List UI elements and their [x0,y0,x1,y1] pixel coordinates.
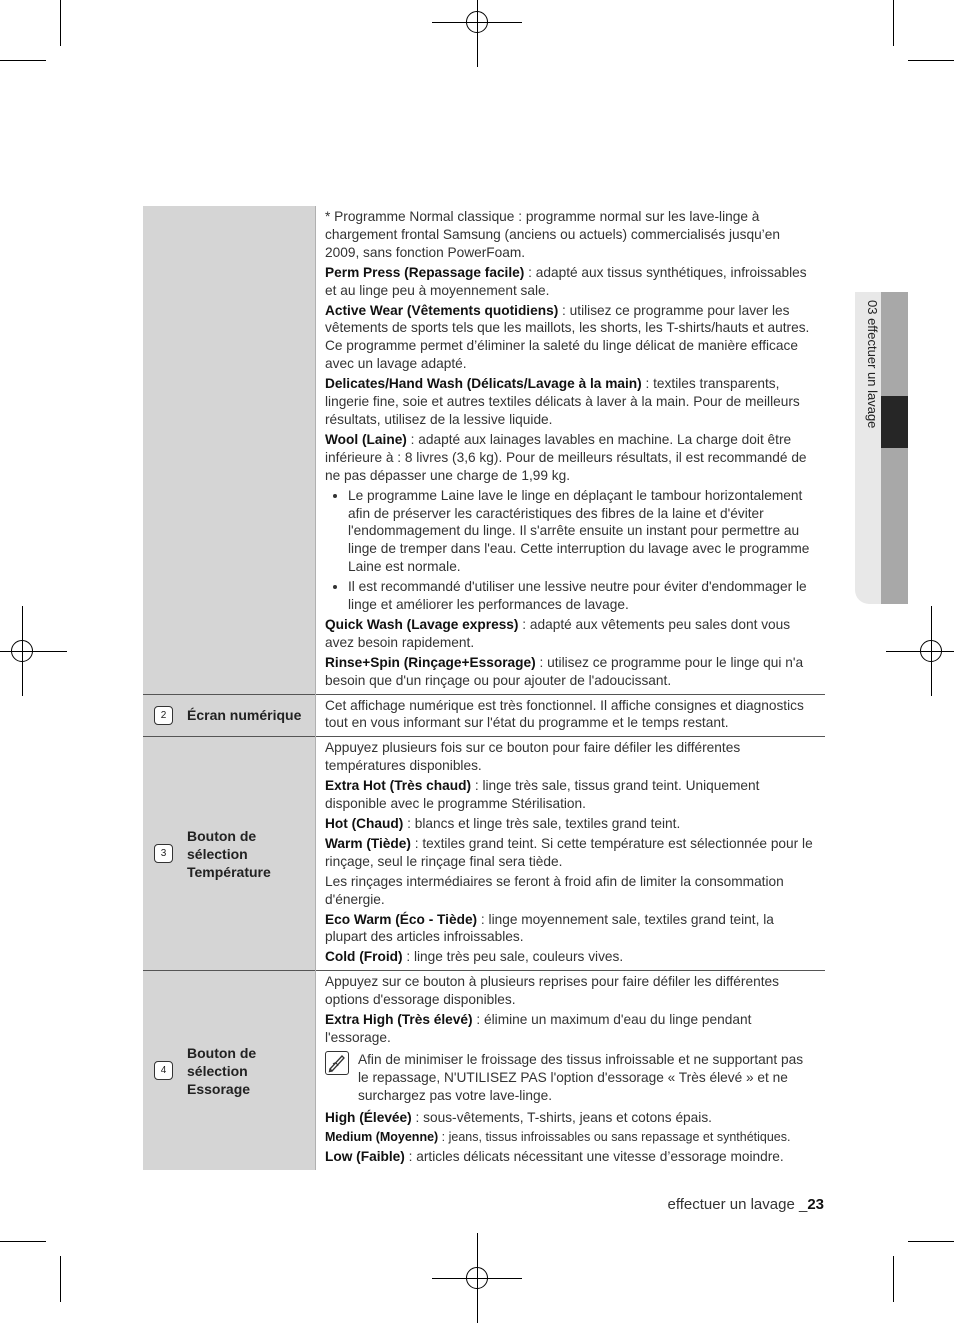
table-row [143,971,825,1171]
program-perm-press: Perm Press (Repassage facile) : adapté aux tissus synthétiques, infroissables et au linge peu à moyennement sale. [325,264,807,298]
temp-eco-warm: Eco Warm (Éco - Tiède) : linge moyennement sale, textiles grand teint, la plupart des articles infroissables. [325,911,774,945]
list-item: • Il est recommandé d'utiliser une lessive neutre pour éviter d'endommager le linge et améliorer les performances de lavage. [348,578,813,614]
table-row [143,737,825,971]
wool-bullet-list [325,487,813,614]
crop-mark [0,1241,46,1242]
registration-mark [886,606,954,696]
temp-rinse-note: Les rinçages intermédiaires se feront à froid afin de limiter la consommation d'énergie. [325,873,784,907]
temp-hot: Hot (Chaud) : blancs et linge très sale, textiles grand teint. [325,816,681,831]
list-item: • Le programme Laine lave le linge en déplaçant le tambour horizontalement afin de préserver les caractéristiques des fibres de la laine et d'éviter l'endommagement du linge. Il s'arrête ensuite un instant pour permettre au linge de tremper dans l'eau. Cette interruption du lavage avec le programme Laine est normale. [348,487,813,577]
program-rinse-spin: Rinse+Spin (Rinçage+Essorage) : utilisez ce programme pour le linge qui n'a besoin que d'un rinçage ou pour ajouter de l'adoucissant. [325,654,804,688]
temperature-intro: Appuyez plusieurs fois sur ce bouton pour faire défiler les différentes températures disponibles. [325,740,741,774]
row-content-temperature [316,737,826,971]
spin-intro: Appuyez sur ce bouton à plusieurs reprises pour faire défiler les différentes options d'essorage disponibles. [325,974,779,1008]
spin-note-text: Afin de minimiser le froissage des tissus infroissable et ne supportant pas le repassage, N'UTILISEZ PAS l'option d'essorage « Très élevé » et ne surchargez pas votre lave-linge. [358,1051,804,1103]
footer-text: effectuer un lavage _ [667,1196,808,1213]
spin-note [325,1051,813,1105]
row-label-text: Bouton de sélection Essorage [187,1044,257,1097]
spin-low: Low (Faible) : articles délicats nécessitant une vitesse d’essorage moindre. [325,1149,784,1165]
row-label-empty [143,206,316,694]
registration-mark [432,0,522,67]
row-number-badge: 4 [154,1061,173,1080]
table-row [143,206,825,694]
row-content-spin [316,971,826,1171]
crop-mark [893,0,894,46]
temp-extra-hot: Extra Hot (Très chaud) : linge très sale, tissus grand teint. Uniquement disponible avec le programme Stérilisation. [325,778,760,812]
row-label-temperature [143,737,316,971]
program-quick-wash: Quick Wash (Lavage express) : adapté aux vêtements peu sales dont vous avez besoin rapidement. [325,616,791,650]
row-label-spin [143,971,316,1171]
registration-mark [432,1233,522,1323]
crop-mark [893,1256,894,1302]
crop-mark [0,60,46,61]
page-number: 23 [807,1196,824,1213]
chapter-side-label: 03 effectuer un lavage [865,300,880,429]
table-row [143,694,825,737]
spin-extra-high: Extra High (Très élevé) : élimine un maximum d'eau du linge pendant l'essorage. [325,1012,752,1045]
row-content-programs [316,206,826,694]
program-delicates: Delicates/Hand Wash (Délicats/Lavage à la main) : textiles transparents, lingerie fine, soie et autres textiles délicats à laver à la main. Pour de meilleurs résultats, utilisez de la lessive liquide. [325,376,800,427]
note-pencil-icon [325,1051,349,1075]
row-label-digital-display [143,694,316,737]
row-label-text: Bouton de sélection Température [187,827,271,880]
settings-table [143,206,825,1170]
row-number-badge: 3 [154,844,173,863]
row-content-digital-display [316,694,826,737]
crop-mark [60,0,61,46]
digital-display-description: Cet affichage numérique est très fonctionnel. Il affiche consignes et diagnostics tout en vous informant sur l'état du programme et le temps restant. [325,697,804,731]
crop-mark [908,1241,954,1242]
row-label-text: Écran numérique [187,707,302,724]
program-wool: Wool (Laine) : adapté aux lainages lavables en machine. La charge doit être inférieure à : 8 livres (3,6 kg). Pour de meilleurs résultats, il est recommandé de ne pas dépasser une charge de 1,99 kg. [325,431,807,483]
temp-cold: Cold (Froid) : linge très peu sale, couleurs vives. [325,949,624,965]
crop-mark [908,60,954,61]
temp-warm: Warm (Tiède) : textiles grand teint. Si cette température est sélectionnée pour le rinçage, seul le rinçage final sera tiède. [325,835,813,869]
intro-paragraph: * Programme Normal classique : programme normal sur les lave-linge à chargement frontal Samsung (anciens ou actuels) commercialisés jusqu’en 2009, sans fonction PowerFoam. [325,209,780,260]
spin-medium: Medium (Moyenne) : jeans, tissus infroissables ou sans repassage et synthétiques. [325,1129,791,1144]
registration-mark [0,606,67,696]
row-number-badge: 2 [154,706,173,725]
crop-mark [60,1256,61,1302]
page-footer [600,1196,824,1213]
program-active-wear: Active Wear (Vêtements quotidiens) : utilisez ce programme pour laver les vêtements de sports tels que les maillots, les shorts, les T-shirts/hauts et autres. Ce programme permet d’éliminer la saleté du linge délicat de manière efficace avec un lavage adapté. [325,302,810,372]
spin-high: High (Élevée) : sous-vêtements, T-shirts, jeans et cotons épais. [325,1109,712,1125]
